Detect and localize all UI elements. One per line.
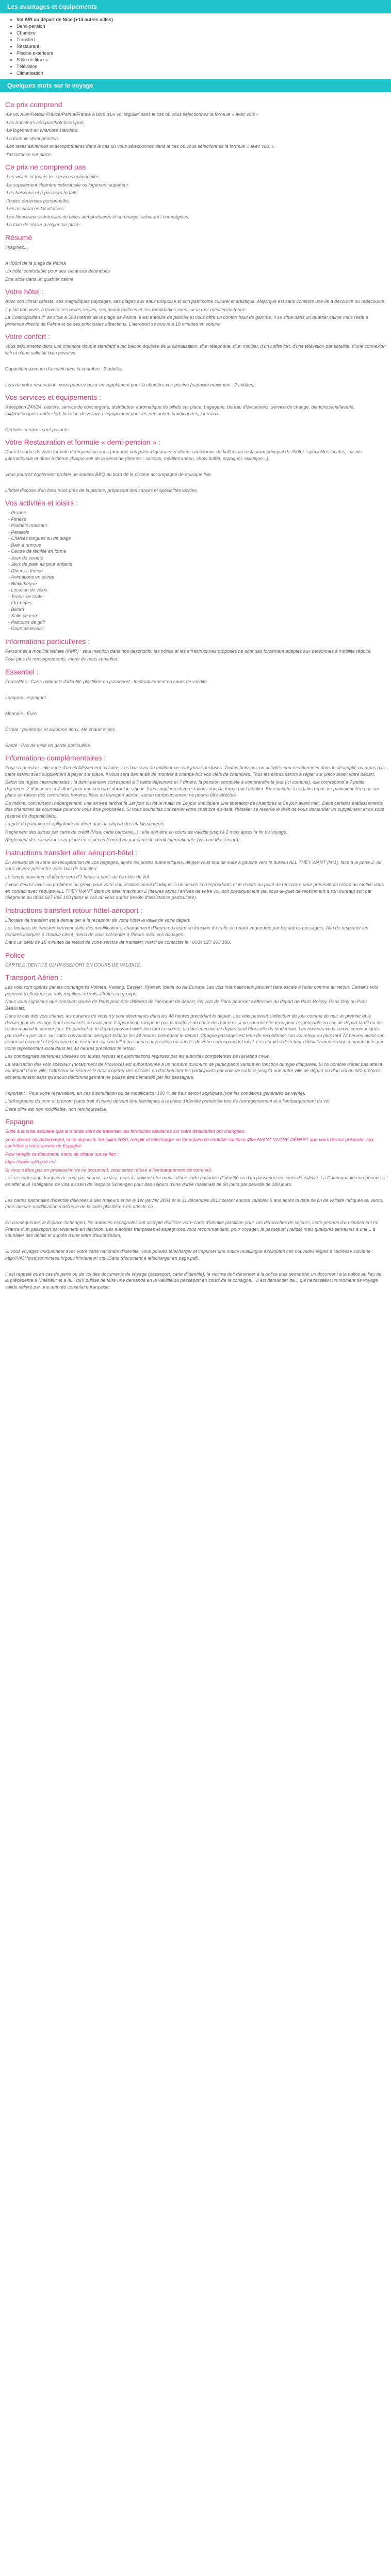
hotel-heading: Votre hôtel : xyxy=(5,287,44,296)
air-text xyxy=(5,984,386,1112)
paragraph: Santé : Pas de mise en garde particulière. xyxy=(5,742,92,748)
activities-heading: Vos activités et loisirs : xyxy=(5,499,78,507)
comfort-heading: Votre confort : xyxy=(5,332,51,341)
paragraph xyxy=(5,1082,386,1089)
activity-item: - Dîners à thème xyxy=(8,568,386,574)
paragraph: -Les taxes aériennes et aéroportuaires dans le cas où vous sélectionnez dans le cas où vous sélectionnez la formule « avec vols ». xyxy=(5,144,275,149)
voyage-band: Quelques mots sur le voyage xyxy=(0,79,391,92)
paragraph: La prêt du pantalon et obligatoire au dîner dans la plupart des établissements. xyxy=(5,821,166,826)
activity-item: - Paddelé massant xyxy=(8,522,386,529)
paragraph: Dans un délai de 15 minutes de retard de votre service de transfert, merci de contacter le : 0034 627 895 100. xyxy=(5,940,231,945)
paragraph xyxy=(5,686,386,693)
paragraph xyxy=(5,718,386,725)
paragraph: -Les boissons et repas hors forfaits. xyxy=(5,190,79,195)
equipment-item: • Restaurant xyxy=(17,43,381,50)
paragraph: Les vols sont opérés par les compagnies Volotea, Vueling, Easyjet, Ryanair, Iberia ou Air Europa. Les vols internationaux peuvent faire escale à l'aller comme au retour. Certains vols pourront s'effectuer sur vols réguliers ou vols affrétés en groupe. xyxy=(5,985,379,996)
paragraph: A 400m de la plage de Palma xyxy=(5,260,66,266)
police-heading: Police xyxy=(5,951,25,959)
paragraph: Il y fait bon vivre, à travers ses belles ruelles, ses beaux édifices et ses formidables vues sur la mer méditerranéenne. xyxy=(5,307,247,312)
paragraph: Si vous n'êtes pas en possession de ce document, vous serez refusé à l'embarquement de votre vol. xyxy=(5,1167,213,1173)
services-text xyxy=(5,404,386,433)
paragraph: L'orthographe du nom et prénom (sans trait d'union) doivent être identiques à la pièce d'identité présentée lors de l'enregistrement et à l'embarquement du vol. xyxy=(5,1098,331,1104)
activity-item: - Bain à remous xyxy=(8,542,386,549)
services-heading: Vos services et équipements : xyxy=(5,393,101,401)
paragraph: Vous pourrez également profiter de soirées BBQ au bord de la piscine accompagné de musique live. xyxy=(5,471,212,477)
activity-item: - Fléchettes xyxy=(8,600,386,606)
paragraph: Suite à la crise sanitaire que le monde vient de traverser, les formalités sanitaires sur votre destination ont changées. xyxy=(5,1129,246,1134)
spain-heading: Espagne xyxy=(5,1117,34,1126)
essential-text xyxy=(5,679,386,749)
equipment-item: • Climatisation xyxy=(17,70,381,77)
paragraph: Capacité maximum d'accueil dans la chambre : 2 adultes. xyxy=(5,366,124,371)
paragraph xyxy=(5,702,386,709)
paragraph: Vous séjournerez dans une chambre double standard avec balcon équipée de la climatisation, d'un téléphone, d'un minibar, d'un coffre fort, d'une télévision par satellite, d'une connexion wifi et d'une salle de bain privative. xyxy=(5,344,386,355)
activity-item: - Chaises longues ou de plage xyxy=(8,535,386,542)
paragraph xyxy=(5,479,386,486)
activity-item: - Tennis de table xyxy=(8,594,386,600)
activity-item: - Centre de remise en forme xyxy=(8,548,386,555)
activity-item: - Bibliothèque xyxy=(8,581,386,587)
paragraph xyxy=(5,418,386,425)
transfer-back-heading: Instructions transfert retour hôtel-aéroport : xyxy=(5,906,143,914)
paragraph xyxy=(5,1241,386,1247)
particular-heading: Informations particulières : xyxy=(5,637,90,646)
spain-text xyxy=(5,1175,386,1290)
paragraph: Les cartes nationales d'identité délivrées à des majeurs entre le 1er janvier 2004 et le 31 décembre 2013 seront encore valables 5 ans après la date de fin de validité indiquée au verso, mais aucune modification matérielle de la carte plastifiée n'en atteste ce. xyxy=(5,1197,384,1209)
transfer-back-text xyxy=(5,917,386,946)
paragraph: L'horaire de transfert est à demander à la réception de votre hôtel la veille de votre départ. xyxy=(5,917,191,923)
paragraph: Formalités : Carte nationale d'identité plastifiée ou passeport : Impérativement en cours de validité xyxy=(5,679,207,684)
comfort-text xyxy=(5,343,386,388)
paragraph: CARTE D'IDENTITÉ OU PASSEPORT EN COURS DE VALIDITÉ. xyxy=(5,962,142,968)
transfer-go-text xyxy=(5,859,386,901)
paragraph: Personnes à mobilité réduite (PMR) : seul mention dans nos descriptifs, les hôtels et les infrastructures proposés ne sont pas forcément adaptés aux personnes à mobilité réduite. xyxy=(5,648,372,654)
paragraph: Le temps maximum d'attente sera d'1 heure à partir de l'arrivée du vol. xyxy=(5,874,150,879)
complementary-heading: Informations complémentaires : xyxy=(5,754,106,762)
transfer-go-heading: Instructions transfert aller aéroport-hôtel : xyxy=(5,848,138,857)
restaurant-text xyxy=(5,449,386,494)
activity-item: - Salle de jeux xyxy=(8,613,386,619)
activity-item: - Billard xyxy=(8,606,386,613)
equipment-item: • Transfert xyxy=(17,37,381,43)
hotel-text xyxy=(5,298,386,327)
paragraph: Dans le cas des vols charter, les horaires de vous n'y sont déterminés dans les 48 heures précédant le départ. Les vols peuvent s'effectuer de jour comme de nuit, le premier et le dernier jour du voyage étant consacrés au transport. Il appartient, n'importe pas la maîtrise du choix des horaires, il ne sauront être tenu pour responsable en cas de départ tardif ou de retour matinal le dernier jour. En particulier, le départ pouvant avoir lieu tard en soirée, la date effective de départ peut être celle du lendemain. Les horaires vous seront communiqués par mail ou par sms. sur votre convocation aéroport le/dans les 48 heures précédant le départ. Chaque passager est tenu de reconfirmer son vol retour au plus tard 72 heures avant son retour au moment et téléphone et le revenant sur son billet ou sur sa convocation ou auprès de votre correspondant local. Les horaires de retour définitifs vous seront communiqués par notre représentant local dans les 48 heures précédant le retour. xyxy=(5,1013,385,1051)
paragraph: Selon les règles internationales : la demi-pension correspond à 7 petits déjeuners et 7 dîners, la pension complète à comprendre le jour (ici compris), elle correspond à 7 petits déjeuners 7 déjeuners et 7 dîner pour une semaine durant le séjour. Tous suppléments/prestations sous la forme par l'hôtelier. En revanche il certains repas ne pouvaient être pris sur place en raison des contraintes horaires liées au transport aérien, aucun remboursement ne pourra être effectué. xyxy=(5,779,380,798)
activity-item: - Parcours de golf xyxy=(8,619,386,626)
paragraph: -Toutes dépenses personnelles. xyxy=(5,198,71,204)
paragraph: Un hôtel confortable pour des vacances détendues xyxy=(5,268,110,274)
paragraph: Règlement des excursions sur place en espèces (euros) ou par carte de crédit internationale (Visa ou Mastercard). xyxy=(5,837,241,842)
paragraph: Il est rappelé qu'en cas de perte ou de vol des documents de voyage (passeport, carte d'identité), la victime doit dénoncer à la police puis demander un document à la police au lieu de la précédente à l'intérieur et à la... qu'il puisse de faire une demande en la validité du passeport en cours de la consigne... Il est demander de... qui nécessitent un moment de voyage valide délivré par une autorité consulaire française. xyxy=(5,1271,382,1290)
paragraph: -Le logement en chambre standard. xyxy=(5,128,79,133)
paragraph: Pour sa pension : elle varie d'un établissement à l'autre. Les boissons du midi/bar ne sont jamais incluses. Toutes boissons ou activités non mentionnées dans le descriptif, ou repas à la carte seront avec supplément à payer sur place. Il vous sera demandé de montrer à chaque fois vos clefs de chambres. Tous les extras seront à régler sur place avant votre départ. xyxy=(5,765,385,777)
paragraph xyxy=(5,1263,386,1269)
excludes-heading: Ce prix ne comprend pas xyxy=(5,163,86,171)
paragraph: -Le supplément chambre individuelle ou logement supérieur. xyxy=(5,182,129,188)
paragraph: Important : Pour votre réservation, en cas d'annulation ou de modification 100 % de frais seront appliqués (voir les conditions générales de vente). xyxy=(5,1090,306,1096)
paragraph: L'hôtel dispose d'un food truck près de la piscine, proposant des snacks et spécialités locales. xyxy=(5,487,198,493)
paragraph: Langues : espagnol. xyxy=(5,694,47,700)
paragraph: Lors de votre réservation, vous pourrez opter en supplément pour la chambre vue piscine (capacité maximum : 2 adultes). xyxy=(5,382,256,387)
activity-item: - Animations en soirée xyxy=(8,574,386,581)
equipment-item: • Télévision xyxy=(17,63,381,70)
paragraph: Nous vous signalons que transport diurne de Paris peut être différent de l'aéroport de départ, les vols de Paris pourront s'effectuer au départ de Paris Roissy, Paris Orly ou Paris Beauvais. xyxy=(5,999,368,1011)
paragraph xyxy=(5,734,386,741)
paragraph: Les ressortissants français ne sont pas soumis au visa, mais ils doivent être munis d'une carte nationale d'identité ou d'un passeport en cours de validité. La Communauté européenne a en effet levé l'obligation de visa au sein de l'espace Schengen pour des séjours d'une durée maximale de 90 jours par période de 180 jours. xyxy=(5,1175,385,1187)
equipment-item: • Salle de fitness xyxy=(17,57,381,63)
paragraph: Règlement des extras par carte de crédit (Visa, carte bancaire...) : elle doit être en cours de validité jusqu'à 2 mois après la fin du voyage. xyxy=(5,829,288,835)
paragraph: Les compagnies aériennes utilisées ont toutes reçues les autorisations requises par les autorités compétentes de l'aviation civile. xyxy=(5,1054,270,1059)
paragraph: Monnaie : Euro. xyxy=(5,710,38,716)
paragraph: Avec son climat céleste, ses magnifiques paysages, ses plages aux eaux turquoise et son patrimoine culturel et artistique, Majorque est sans conteste une île à découvrir ou redécouvrir. xyxy=(5,299,386,304)
paragraph: https://www.spth.gob.es/ xyxy=(5,1159,56,1164)
equipment-list xyxy=(0,13,391,79)
paragraph: Pour remplir ce document, merci de cliquer sur ce lien : xyxy=(5,1151,119,1157)
spain-warning-text xyxy=(5,1128,386,1173)
paragraph xyxy=(5,374,386,380)
paragraph: -Les assurances facultatives. xyxy=(5,206,66,211)
equipment-item: • Chambre xyxy=(17,30,381,37)
paragraph: Dans le cadre de votre formule demi-pension vous prendrez vos petits-déjeuners et dîners sous forme de buffets au restaurant principal de l'hôtel : spécialités locales, cuisine internationale et dîner à thème chaque soir de la semaine (thèmes : saisons, méditerranéen, show buffet, espagnol, asiatique...). xyxy=(5,449,362,461)
paragraph: -La taxe de séjour à régler sur place. xyxy=(5,222,81,227)
paragraph: La Cosmopolitan 4* se situe à 500 mètres de la plage de Palma. Il est entouré de palmier et vous offre un confort haut de gamme. Il se situe dans un quartier calme mais reste à proximité directe de Palma et de ses principales attractions. L'aéroport se trouve à 10 minutes en voiture. xyxy=(5,315,368,327)
paragraph: Les horaires de transfert peuvent subir des modifications, changement d'heure ou retard en fonction du trafic ou retard engendrés par les autres passagers. Afin de respecter les horaires indiqués à chaque client, merci de vous présenter à l'heure avec vos bagages. xyxy=(5,925,368,937)
paragraph: Si vous voyagez uniquement avec votre carte nationale d'identité, vous pouvez télécharger et imprimer une notice multilingue expliquant ces nouvelles règles à l'adresse suivante : http://ViOHowdiscriminess.fr/gouv.fr/interieur/ cni-15ans (document à télécharger en page pdf). xyxy=(5,1249,373,1261)
paragraph: Réception 24h/24, casiers, service de conciergerie, distributeur automatique de billets sur place, bagagerie, bureau d'excursions, service de change, blanchisserie/laverie, fax/photocopies, coffre-fort, location de voitures, équipement pour les personnes handicapées, journaux. xyxy=(5,404,355,416)
paragraph: -l'assistance sur place. xyxy=(5,151,52,157)
excludes-text xyxy=(5,174,386,228)
paragraph: La réalisation des vols spéciaux (notamment de Province) est subordonnée à un nombre minimum de participants variant en fonction du type d'appareil. Si ce nombre n'était pas atteint au départ d'une ville, l'affréteur se réserve le droit d'opérer des escales ou d'acheminer les participants par voie de surface jusqu'à une autre ville de départ ou d'un vol ou et/à pré/post acheminement sans qu'aucun dédommagement ne puisse être demandé par les passagers. xyxy=(5,1061,382,1080)
paragraph xyxy=(5,358,386,364)
paragraph xyxy=(5,1212,386,1218)
equipment-item: • Demi-pension xyxy=(17,23,381,30)
paragraph: Être situé dans un quartier calme xyxy=(5,276,74,282)
complementary-text xyxy=(5,765,386,843)
restaurant-heading: Votre Restauration et formule « demi-pension » : xyxy=(5,438,161,446)
paragraph: Cette offre est non modifiable, non remboursable. xyxy=(5,1106,107,1112)
activity-item: - Location de vélos xyxy=(8,587,386,594)
air-heading: Transport Aérien : xyxy=(5,973,62,981)
paragraph: -La formule demi-pension. xyxy=(5,135,59,141)
paragraph: De même, concernant l'hébergement, une arrivée tardive le 1er jour ou tôt le matin du 2e jour impliquera une libération de chambres le 8e jour avant midi. Dans certains établissements des chambres de courtoisie pourront vous être proposées. Si vous souhaitez conserver votre chambre au-delà, l'hôtelier se réserve le droit de vous demander un supplément et ce sous réserve de disponibilités. xyxy=(5,800,384,819)
paragraph: Vous devrez obligatoirement, et ce depuis le 1er juillet 2020, remplir et télécharger un formulaire de contrôle sanitaire 48H AVANT VOTRE DÉPART que vous devrez présenter aux contrôles à votre arrivée en Espagne. xyxy=(5,1137,374,1148)
paragraph: -Le vol Aller-Retour France/Palma/France à bord d'un vol régulier dans le cas où vous sélectionnez la formule « avec vols » xyxy=(5,112,259,117)
paragraph: -Les visites et toutes les services optionnelles. xyxy=(5,174,101,179)
paragraph xyxy=(5,1189,386,1196)
paragraph: Climat : printemps et automne doux, été chaud et sec. xyxy=(5,726,117,732)
summary-heading: Résumé xyxy=(5,233,32,242)
includes-heading: Ce prix comprend xyxy=(5,100,62,109)
essential-heading: Essentiel : xyxy=(5,667,39,676)
activity-item: - Court de tennis xyxy=(8,625,386,632)
equipment-item: • Piscine extérieure xyxy=(17,50,381,57)
activities-list xyxy=(5,510,386,632)
paragraph: -Les transferts aéroport/hôtel/aéroport. xyxy=(5,120,85,125)
paragraph: Certains services sont payants. xyxy=(5,427,70,432)
includes-text xyxy=(5,111,386,158)
paragraph xyxy=(5,252,386,259)
paragraph: En arrivant de la zone de récupération de vos bagages, après les portes automatiques, dirigez-vous tout de suite à gauche vers le bureau ALL THEY WANT (N°1), face à la porte 2, où vous devrez présenter votre bon de transfert. xyxy=(5,859,382,871)
paragraph: Pour plus de renseignements, merci de nous consulter. xyxy=(5,656,119,662)
activity-item: - Piscine xyxy=(8,510,386,516)
particular-text xyxy=(5,648,386,663)
activity-item: - Jeux de plein air pour enfants xyxy=(8,561,386,568)
paragraph: En conséquence, le Espace Schengen, les autorités espagnoles ont accepté d'utiliser votre carte d'identité plastifiée pour vos démarches de séjours, cette période d'un Oralement en France d'un passeport est vivement en décision. Les autorités françaises et espagnoles vous recommandent, pour voyager, le passeport (valide) mais quelques semaines à une... à souhaiter des délais et auprès d'une lettre d'autorisation. xyxy=(5,1220,379,1238)
paragraph: Imaginez... xyxy=(5,244,28,250)
equipments-band: Les avantages et équipements xyxy=(0,0,391,13)
equipment-item: • Vol A/R au départ de Nice (+14 autres villes) xyxy=(17,16,381,23)
summary-text xyxy=(5,244,386,283)
activity-item: - Fitness xyxy=(8,516,386,523)
paragraph: -Les Nouveaux éventuelles de taxes aéroportuaires et surcharge carburant / compagnies. xyxy=(5,214,190,219)
activity-item: - Parasols xyxy=(8,529,386,536)
voyage-content xyxy=(0,92,391,1290)
activity-item: - Jeux de société xyxy=(8,555,386,562)
paragraph: Il vous devrez avoir un problème ou grève pour votre vol, veuillez merci d'indiquer à un de vos correspondants et le rendre au point de rencontre pour présenté du retard au motive vous en contact avec l'équipe ALL THEY WANT dans un délai maximum 2 (heures après l'arrivée de votre vol, soit physiquement (au sous-le-guet de récémment à son bureau) soit par téléphone au 0034 627 895 100 (dans le cas où vous auriez besoin d'assistance particulière). xyxy=(5,882,384,900)
paragraph xyxy=(5,463,386,470)
police-text xyxy=(5,962,386,969)
